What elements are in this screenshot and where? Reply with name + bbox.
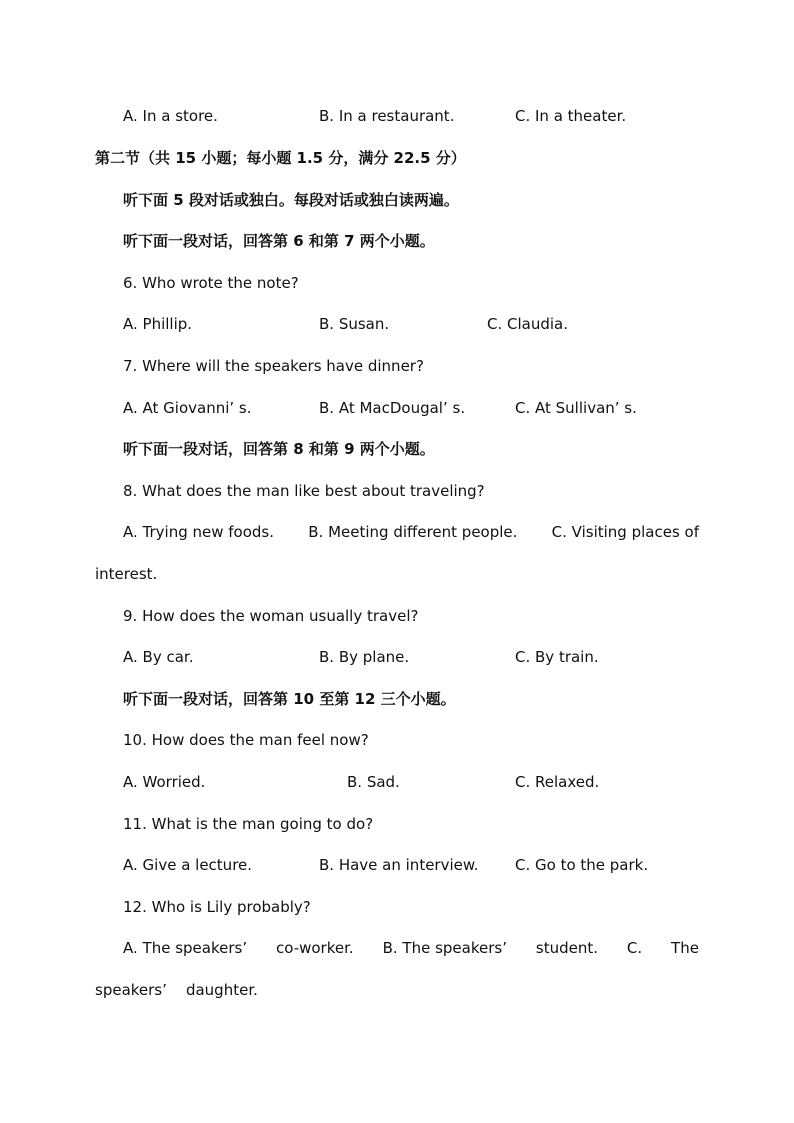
q12-option-a-word: co-worker.	[276, 939, 354, 957]
section2-heading: 第二节（共 15 小题；每小题 1.5 分，满分 22.5 分）	[95, 149, 466, 167]
dialogue-10-12-instruction: 听下面一段对话，回答第 10 至第 12 三个小题。	[123, 690, 456, 708]
q5-option-c: C. In a theater.	[515, 107, 627, 125]
q12-option-a-text: A. The speakers’	[123, 939, 248, 957]
q12-option-b-word: student.	[535, 939, 598, 957]
q8-option-a: A. Trying new foods.	[123, 523, 275, 541]
q10-option-c: C. Relaxed.	[515, 773, 600, 791]
dialogue-8-9-instruction: 听下面一段对话，回答第 8 和第 9 两个小题。	[123, 440, 435, 458]
section2-instruction: 听下面 5 段对话或独白。每段对话或独白读两遍。	[123, 191, 459, 209]
q6-option-b: B. Susan.	[319, 315, 390, 333]
q8-option-b: B. Meeting different people.	[308, 523, 518, 541]
q9-question: 9. How does the woman usually travel?	[123, 607, 419, 625]
q6-option-c: C. Claudia.	[487, 315, 568, 333]
q5-option-b: B. In a restaurant.	[319, 107, 455, 125]
q5-option-a: A. In a store.	[123, 107, 218, 125]
q7-option-a: A. At Giovanni’ s.	[123, 399, 252, 417]
q12-options-row	[123, 938, 699, 958]
q9-option-b: B. By plane.	[319, 648, 410, 666]
q10-option-a: A. Worried.	[123, 773, 206, 791]
q8-options-row	[123, 522, 699, 542]
q8-question: 8. What does the man like best about traveling?	[123, 482, 485, 500]
q7-option-c: C. At Sullivan’ s.	[515, 399, 637, 417]
q10-question: 10. How does the man feel now?	[123, 731, 369, 749]
q11-option-a: A. Give a lecture.	[123, 856, 253, 874]
q12-option-c-letter: C.	[626, 939, 643, 957]
q10-option-b: B. Sad.	[347, 773, 400, 791]
q11-option-c: C. Go to the park.	[515, 856, 649, 874]
q6-option-a: A. Phillip.	[123, 315, 193, 333]
q12-option-c-word: The	[671, 939, 699, 957]
q6-question: 6. Who wrote the note?	[123, 274, 299, 292]
q8-option-c-continuation: interest.	[95, 565, 158, 583]
q11-option-b: B. Have an interview.	[319, 856, 479, 874]
q12-option-c-continuation: speakers’ daughter.	[95, 981, 258, 999]
q7-option-b: B. At MacDougal’ s.	[319, 399, 466, 417]
q9-option-c: C. By train.	[515, 648, 599, 666]
q12-option-b-text: B. The speakers’	[382, 939, 507, 957]
q9-option-a: A. By car.	[123, 648, 194, 666]
q11-question: 11. What is the man going to do?	[123, 815, 374, 833]
dialogue-6-7-instruction: 听下面一段对话，回答第 6 和第 7 两个小题。	[123, 232, 435, 250]
q8-option-c: C. Visiting places of	[551, 523, 699, 541]
q12-question: 12. Who is Lily probably?	[123, 898, 311, 916]
q7-question: 7. Where will the speakers have dinner?	[123, 357, 424, 375]
